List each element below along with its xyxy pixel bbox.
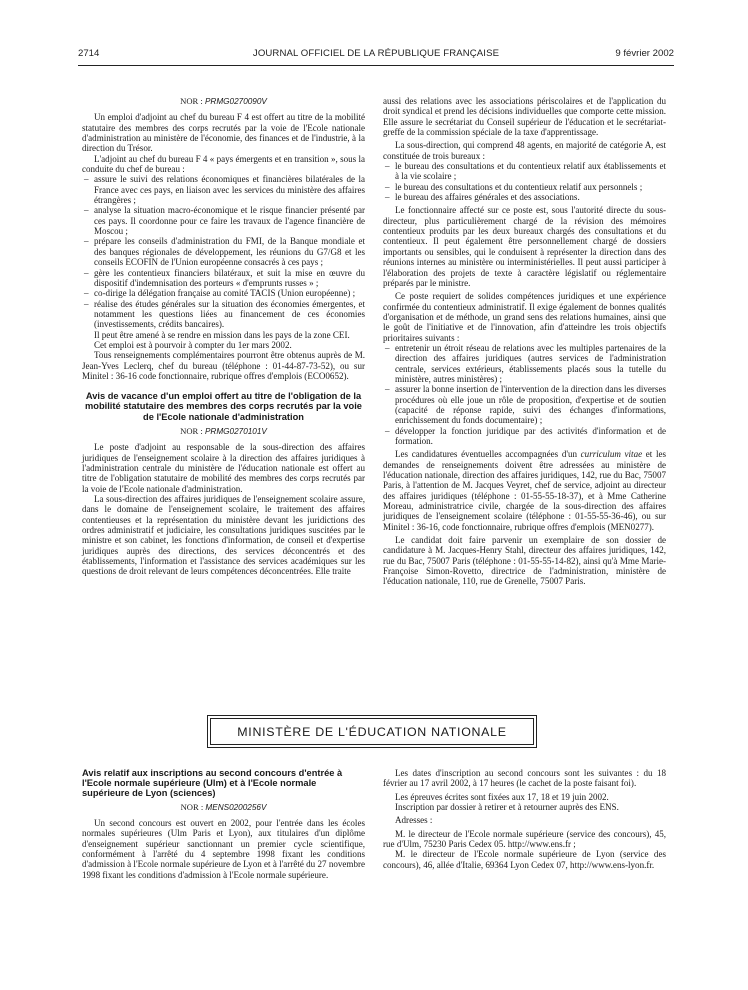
paragraph: Adresses : [395, 815, 433, 826]
nor-reference: NOR : PRMG0270101V [180, 425, 267, 436]
paragraph: Le poste d'adjoint au responsable de la sous-direction des affaires juridiques de l'enseignement scolaire à la direction des affaires juridiques à l'administration centrale du ministère de l'éducation nationale est offert au titre de l'obligation statutaire de mobilité des membres des corps recrutés par la voie de l'Ecole nationale d'administration. [82, 442, 365, 494]
paragraph: Tous renseignements complémentaires pourront être obtenus auprès de M. Jean-Yves Leclerq, chef du bureau (téléphone : 01-44-87-73-52), ou sur Minitel : 36-16 code fonctionnaire, rubrique offres d'emplois (ECO0652). [82, 350, 365, 381]
paragraph: Un emploi d'adjoint au chef du bureau F 4 est offert au titre de la mobilité statutaire des membres des corps recrutés par la voie de l'Ecole nationale d'administration au ministère de l'économie, des finances et de l'industrie, à la direction du Trésor. [82, 112, 365, 154]
list-item: – entretenir un étroit réseau de relations avec les multiples partenaires de la direction des affaires juridiques (autres services de l'administration centrale, services extérieurs, établissements placés sous la tutelle du ministère, autres ministères) ; [383, 343, 666, 384]
ministry-banner: MINISTÈRE DE L'ÉDUCATION NATIONALE [210, 718, 534, 745]
paragraph: M. le directeur de l'Ecole normale supérieure (service des concours), 45, rue d'Ulm, 75230 Paris Cedex 05. http://www.ens.fr ; [383, 828, 666, 850]
paragraph: Les dates d'inscription au second concours sont les suivantes : du 18 février au 17 avril 2002, à 17 heures (le cachet de la poste faisant foi). [383, 768, 666, 789]
paragraph: M. le directeur de l'Ecole normale supérieure de Lyon (service des concours), 46, allée d'Italie, 69364 Lyon Cedex 07, http://www.ens-lyon.fr. [383, 849, 666, 870]
paragraph: aussi des relations avec les associations périscolaires et de l'application du droit syndical et prend les décisions individuelles que comporte cette mission. Elle assure le secrétariat du Conseil supérieur de l'éducation et le secrétariat-greffe de la commission spéciale de la taxe d'apprentissage. [383, 96, 666, 138]
paragraph: Le fonctionnaire affecté sur ce poste est, sous l'autorité directe du sous-directeur, plus particulièrement chargé de la révision des mémoires contentieux produits par les deux bureaux chargés des consultations et du contentieux. Il peut également être personnellement chargé de dossiers importants ou sensibles, qui le conduisent à représenter la direction dans des réunions internes au ministère ou interministérielles. Il peut aussi participer à l'élaboration des projets de texte à caractère législatif ou réglementaire préparés par le ministre. [383, 205, 666, 288]
section2-right-column [383, 768, 666, 870]
journal-title: JOURNAL OFFICIEL DE LA RÉPUBLIQUE FRANÇAISE [252, 48, 500, 59]
nor-reference: NOR : MENS0200256V [180, 801, 267, 812]
paragraph: Il peut être amené à se rendre en mission dans les pays de la zone CEI. [94, 329, 350, 340]
paragraph: La sous-direction, qui comprend 48 agents, en majorité de catégorie A, est constituée de trois bureaux : [383, 140, 666, 161]
section1-left-column [82, 96, 365, 577]
paragraph: Les épreuves écrites sont fixées aux 17, 18 et 19 juin 2002. [395, 791, 609, 802]
issue-date: 9 février 2002 [615, 48, 674, 59]
objectives-list [383, 343, 666, 446]
paragraph: Cet emploi est à pourvoir à compter du 1er mars 2002. [94, 339, 292, 350]
list-item: – le bureau des consultations et du contentieux relatif aux personnels ; [383, 182, 666, 192]
list-item: – développer la fonction juridique par des activités d'information et de formation. [383, 426, 666, 447]
list-item: – analyse la situation macro-économique et le risque financier présenté par ces pays. Il coordonne pour ce faire les travaux de l'agence financière de Moscou ; [82, 205, 365, 236]
duties-list [82, 174, 365, 329]
paragraph: Un second concours est ouvert en 2002, pour l'entrée dans les écoles normales supérieures (Ulm Paris et Lyon), aux titulaires d'un diplôme d'enseignement supérieur sanctionnant un premier cycle scientifique, conformément à l'arrêté du 4 septembre 1998 fixant les conditions d'admission à l'Ecole normale supérieure de Lyon et à l'arrêté du 27 novembre 1998 fixant les conditions d'admission à l'Ecole normale supérieure. [82, 817, 365, 880]
list-item: – prépare les conseils d'administration du FMI, de la Banque mondiale et des banques régionales de développement, les réunions du G7/G8 et les conseils ECOFIN de l'Union européenne consacrés à ces pays ; [82, 236, 365, 267]
bureaux-list [383, 161, 666, 202]
list-item: – gère les contentieux financiers bilatéraux, et suit la mise en œuvre du dispositif d'indemnisation des porteurs « d'emprunts russes » ; [82, 268, 365, 289]
page-number: 2714 [78, 48, 100, 59]
paragraph: Le candidat doit faire parvenir un exemplaire de son dossier de candidature à M. Jacques-Henry Stahl, directeur des affaires juridiques, 142, rue du Bac, 75007 Paris (téléphone : 01-55-55-14-82), ainsi qu'à Mme Marie-Françoise Simon-Rovetto, directrice de l'administration, ministère de l'éducation nationale, 110, rue de Grenelle, 75007 Paris. [383, 535, 666, 587]
notice-title: Avis relatif aux inscriptions au second concours d'entrée à l'Ecole normale supérieure (Ulm) et à l'Ecole normale supérieure de Lyon (sciences) [82, 768, 343, 799]
list-item: – assurer la bonne insertion de l'intervention de la direction dans les diverses procédures où elle joue un rôle de proposition, d'expertise et de soutien (capacité de réponse rapide, suivi des échanges d'informations, enrichissement du fonds documentaire) ; [383, 384, 666, 425]
page-header [78, 48, 674, 64]
list-item: – le bureau des affaires générales et des associations. [383, 192, 666, 202]
paragraph: Les candidatures éventuelles accompagnées d'un curriculum vitae et les demandes de renseignements doivent être adressées au ministère de l'éducation nationale, direction des affaires juridiques, 142, rue du Bac, 75007 Paris, à l'attention de M. Jacques Veyret, chef de service, adjoint au directeur des affaires juridiques (téléphone : 01-55-55-18-37), et à Mme Catherine Moreau, administratrice civile, chargée de la sous-direction des affaires juridiques de l'enseignement scolaire (téléphone : 01-55-55-36-46), ou sur Minitel : 36-16, code fonctionnaire, rubrique offres d'emplois (MEN0277). [383, 449, 666, 532]
header-rule [78, 65, 674, 66]
list-item: – assure le suivi des relations économiques et financières bilatérales de la France avec ces pays, en liaison avec les services du ministère des affaires étrangères ; [82, 174, 365, 205]
section1-right-column [383, 96, 666, 587]
list-item: – le bureau des consultations et du contentieux relatif aux établissements et à la vie scolaire ; [383, 161, 666, 182]
nor-reference: NOR : PRMG0270090V [180, 96, 267, 106]
list-item: – co-dirige la délégation française au comité TACIS (Union européenne) ; [82, 288, 365, 298]
notice-title: Avis de vacance d'un emploi offert au titre de l'obligation de la mobilité statutaire des membres des corps recrutés par la voie de l'Ecole nationale d'administration [85, 391, 362, 422]
list-item: – réalise des études générales sur la situation des économies émergentes, et notamment les questions liées au financement de ces économies (investissements, crédits bancaires). [82, 299, 365, 330]
paragraph: La sous-direction des affaires juridiques de l'enseignement scolaire assure, dans le domaine de l'enseignement scolaire, le traitement des affaires contentieuses et la représentation du ministère devant les juridictions des ordres administratif et judiciaire, les consultations juridiques suscitées par le ministre et son cabinet, les fonctions d'information, de conseil et d'expertise juridiques auprès des directions, des services déconcentrés et des établissements, l'information et l'assistance des services académiques sur les questions de droit relevant de leurs compétences déconcentrées. Elle traite [82, 493, 365, 577]
paragraph: L'adjoint au chef du bureau F 4 « pays émergents et en transition », sous la conduite du chef de bureau : [82, 153, 365, 175]
section2-left-column [82, 768, 365, 880]
paragraph: Ce poste requiert de solides compétences juridiques et une expérience confirmée du contentieux administratif. Il exige également de bonnes qualités d'organisation et de méthode, un grand sens des relations humaines, ainsi que le goût de l'initiative et de l'innovation, afin d'atteindre les trois objectifs prioritaires suivants : [383, 291, 666, 343]
paragraph: Inscription par dossier à retirer et à retourner auprès des ENS. [395, 802, 619, 813]
